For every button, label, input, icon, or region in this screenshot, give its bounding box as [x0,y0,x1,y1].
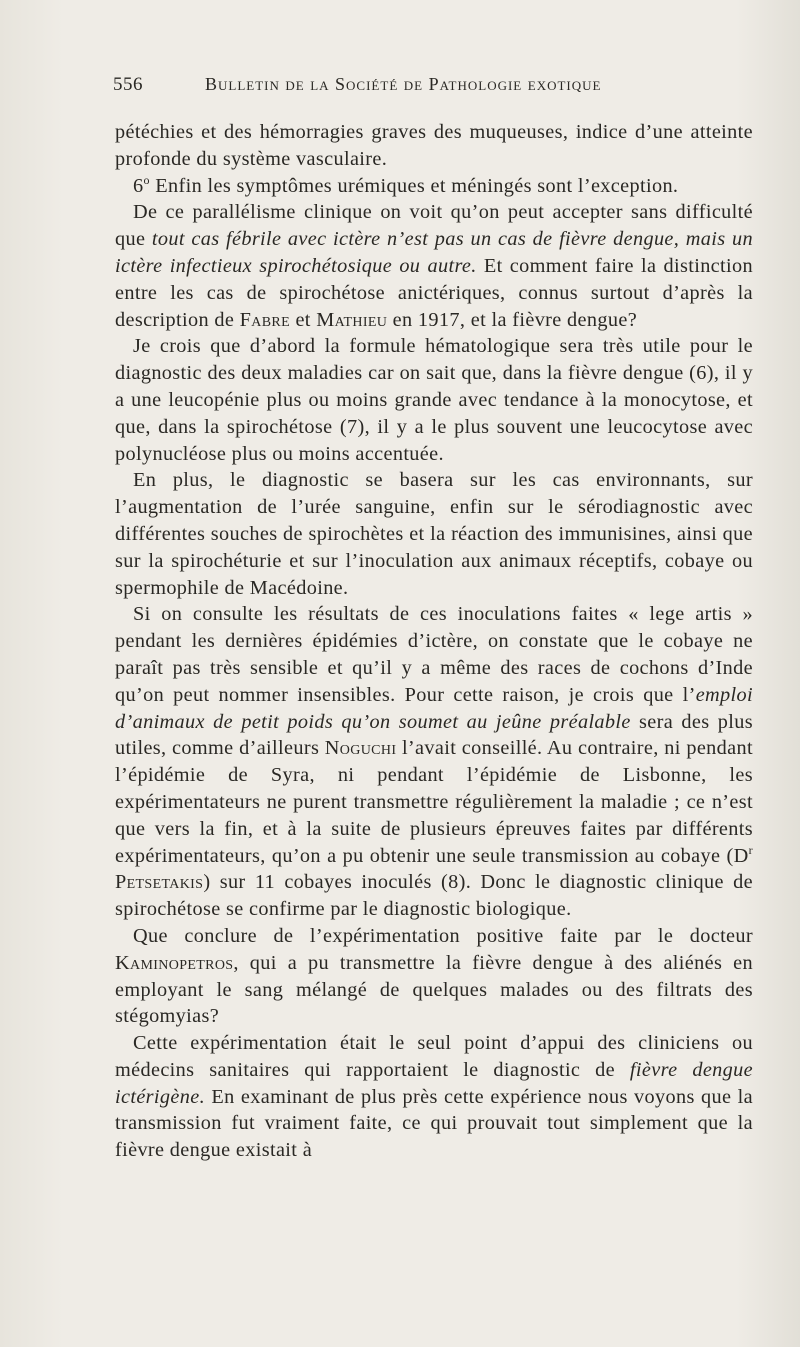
text-run: De ce parallélisme clinique on voit qu’on peut accepter sans difficulté que [115,201,753,251]
author-name: Noguchi [324,737,397,760]
author-name: Mathieu [316,308,388,331]
text-run: en 1917, et la fièvre dengue? [387,308,638,331]
paragraph [115,601,753,923]
emphasis-text: fièvre dengue ictérigène. [115,1058,753,1108]
text-run: 6 [133,174,144,197]
author-name: Kaminopetros [115,951,234,974]
paragraph [115,923,753,1030]
author-name: Petsetakis [115,871,204,894]
text-run: r [748,842,753,857]
text-run: Et comment faire la distinction entre les cas de spirochétose anictériques, connus surtout d’après la description de [115,254,753,331]
text-run: Enfin les symptômes urémiques et méningés sont l’exception. [149,174,679,197]
text-run: Je crois que d’abord la formule hématologique sera très utile pour le diagnostic des deux maladies car on sait que, dans la fièvre dengue (6), il y a une leucopénie plus ou moins grande avec tendance à la monocytose, et que, dans la spirochétose (7), il y a le plus souvent une leucocytose avec polynucléose plus ou moins accentuée. [115,335,753,465]
paragraph [115,467,753,601]
text-run: sera des plus utiles, comme d’ailleurs [115,710,753,760]
paragraph [115,199,753,333]
text-run: l’avait conseillé. Au contraire, ni pendant l’épidémie de Syra, ni pendant l’épidémie de Lisbonne, les expérimentateurs ne purent transmettre régulièrement la maladie ; ce n’est que vers la fin, et à la suite de plusieurs épreuves faites par différents expérimentateurs, qu’on a pu obtenir une seule transmission au cobaye (D [115,737,753,867]
emphasis-text: tout cas fébrile avec ictère n’est pas un cas de fièvre dengue, mais un ictère infectieux spirochétosique ou autre. [115,228,753,277]
text-run: et [290,308,317,331]
page-number: 556 [113,74,143,95]
text-run: En examinant de plus près cette expérience nous voyons que la transmission fut vraiment faite, ce qui prouvait tout simplement que la fièvre dengue existait à [115,1085,753,1162]
text-run: Que conclure de l’expérimentation positive faite par le docteur [133,924,753,947]
paragraph [115,119,753,173]
author-name: Fabre [239,308,291,331]
text-run: Si on consulte les résultats de ces inoculations faites « lege artis » pendant les dernières épidémies d’ictère, on constate que le cobaye ne paraît pas très sensible et qu’il y a même des races de cochons d’Inde qu’on peut nommer insensibles. Pour cette raison, je crois que l’ [115,603,753,706]
paragraph [115,1030,753,1164]
paragraph [115,333,753,467]
text-run: Cette expérimentation était le seul point d’appui des cliniciens ou médecins sanitaires qui rapportaient le diagnostic de [115,1032,753,1081]
running-title: Bulletin de la Société de Pathologie exotique [205,74,602,94]
text-run: En plus, le diagnostic se basera sur les cas environnants, sur l’augmentation de l’urée sanguine, enfin sur le sérodiagnostic avec différentes souches de spirochètes et la réaction des immunisines, ainsi que sur la spirochéturie et sur l’inoculation aux animaux réceptifs, cobaye ou spermophile de Macédoine. [115,469,753,599]
text-run: pétéchies et des hémorragies graves des muqueuses, indice d’une atteinte profonde du système vasculaire. [115,121,753,170]
body-text [115,119,753,1164]
paragraph [115,173,753,200]
text-run: ) sur 11 cobayes inoculés (8). Donc le diagnostic clinique de spirochétose se confirme par le diagnostic biologique. [115,871,753,921]
page-header [113,74,753,100]
text-run: o [143,172,150,187]
emphasis-text: emploi d’animaux de petit poids qu’on soumet au jeûne préalable [115,683,753,733]
text-run: , qui a pu transmettre la fièvre dengue à des aliénés en employant le sang mélangé de quelques malades ou des filtrats des stégomyias? [115,951,753,1028]
